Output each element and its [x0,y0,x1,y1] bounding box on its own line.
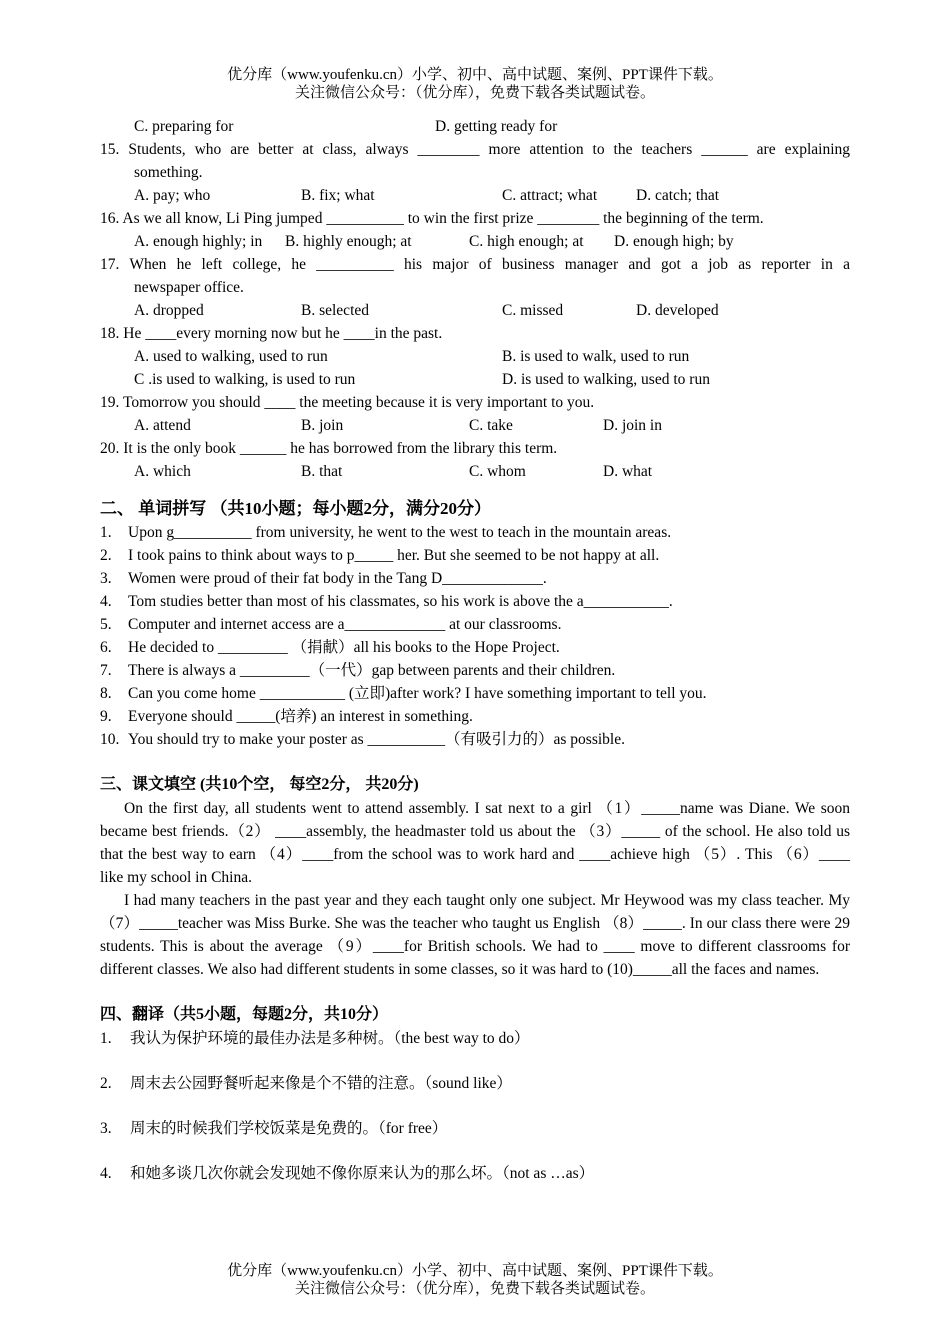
section-2-title: 二、 单词拼写 （共10小题；每小题2分，满分20分） [100,499,491,518]
option-a: A. dropped [134,302,204,319]
option-c: C. attract; what [502,187,598,204]
list-item: 4. 和她多谈几次你就会发现她不像你原来认为的那么坏。（not as …as） [100,1165,595,1182]
option-b: B. join [301,417,344,434]
list-item: 6. He decided to _________ （捐献）all his books to the Hope Project. [100,639,560,656]
header-line-2: 关注微信公众号：（优分库），免费下载各类试题试卷。 [294,85,655,101]
question-stem: 20. It is the only book ______ he has borrowed from the library this term. [100,440,558,457]
page-header [0,66,950,102]
page-footer [0,1262,950,1298]
question-options-row-1 [100,345,850,368]
q14-options-tail [100,115,850,138]
option-b: B. selected [301,302,370,319]
option-d: D. getting ready for [435,118,558,135]
option-a: A. used to walking, used to run [134,348,328,365]
footer-line-1: 优分库（www.youfenku.cn）小学、初中、高中试题、案例、PPT课件下载。 [227,1263,723,1279]
list-item: 3. 周末的时候我们学校饭菜是免费的。（for free） [100,1120,448,1137]
question-stem-continued: something. [134,164,203,181]
list-item: 8. Can you come home ___________ (立即)after work? I have something important to tell you. [100,685,707,702]
option-c: C. high enough; at [469,233,584,250]
question-stem: 16. As we all know, Li Ping jumped __________ to win the first prize ________ the beginning of the term. [100,210,764,227]
question-stem: 15. Students, who are better at class, always ________ more attention to the teachers ______ are explaining [100,141,850,158]
header-line-1: 优分库（www.youfenku.cn）小学、初中、高中试题、案例、PPT课件下载。 [227,67,723,83]
question-stem: 19. Tomorrow you should ____ the meeting because it is very important to you. [100,394,595,411]
list-item: 2. I took pains to think about ways to p_____ her. But she seemed to be not happy at all. [100,547,660,564]
option-c: C. missed [502,302,564,319]
document-body [100,115,850,1185]
question-options [100,460,850,483]
question-stem: 18. He ____every morning now but he ____in the past. [100,325,443,342]
option-d: D. join in [603,417,662,434]
option-b: B. highly enough; at [285,233,412,250]
question-options [100,414,850,437]
option-c: C. take [469,417,513,434]
option-b: B. fix; what [301,187,375,204]
list-item: 1. Upon g__________ from university, he went to the west to teach in the mountain areas. [100,524,672,541]
question-options [100,299,850,322]
footer-line-2: 关注微信公众号：（优分库），免费下载各类试题试卷。 [294,1281,655,1297]
option-a: A. pay; who [134,187,211,204]
option-b: B. that [301,463,343,480]
option-c: C. whom [469,463,526,480]
option-a: A. enough highly; in [134,233,263,250]
option-d: D. enough high; by [614,233,734,250]
list-item: 3. Women were proud of their fat body in the Tang D_____________. [100,570,547,587]
question-17 [100,253,850,322]
list-item: 4. Tom studies better than most of his classmates, so his work is above the a___________. [100,593,673,610]
question-20 [100,437,850,483]
option-b: B. is used to walk, used to run [502,348,690,365]
option-a: A. attend [134,417,191,434]
question-options-row-2 [100,368,850,391]
list-item: 10. You should try to make your poster as __________（有吸引力的）as possible. [100,731,625,748]
question-options [100,184,850,207]
option-d: D. what [603,463,653,480]
option-d: D. is used to walking, used to run [502,371,710,388]
list-item: 1. 我认为保护环境的最佳办法是多种树。（the best way to do） [100,1030,530,1047]
question-options [100,230,850,253]
option-c: C. preparing for [134,118,234,135]
list-item: 5. Computer and internet access are a_____________ at our classrooms. [100,616,562,633]
option-d: D. catch; that [636,187,720,204]
section-3-paragraph-2: I had many teachers in the past year and they each taught only one subject. Mr Heywood was my class teacher. My（7）_____teacher was Miss Burke. She was the teacher who taught us English （8）_____. In our class there were 29 students. This is about the average （9）____for British schools. We had to ____ move to different classrooms for different classes. We also had different students in some classes, so it was hard to (10)_____all the faces and names. [100,892,850,978]
question-19 [100,391,850,437]
section-4-list [100,1027,850,1185]
question-15 [100,138,850,207]
section-3-title: 三、课文填空 (共10个空， 每空2分， 共20分) [100,776,419,793]
list-item: 9. Everyone should _____(培养) an interest in something. [100,708,473,725]
option-c: C .is used to walking, is used to run [134,371,356,388]
question-18 [100,322,850,391]
question-stem: 17. When he left college, he __________ his major of business manager and got a job as reporter in a [100,256,850,273]
list-item: 7. There is always a _________（一代）gap between parents and their children. [100,662,616,679]
question-16 [100,207,850,253]
section-2-list [100,521,850,751]
section-4-title: 四、翻译（共5小题，每题2分，共10分） [100,1006,389,1023]
section-3-paragraph-1: On the first day, all students went to attend assembly. I sat next to a girl （1）_____name was Diane. We soon became best friends.（2） ____assembly, the headmaster told us about the （3）_____ of the school. He also told us that the best way to earn （4）____from the school was to work hard and ____achieve high （5）. This （6）____ like my school in China. [100,800,850,886]
option-a: A. which [134,463,191,480]
option-d: D. developed [636,302,719,319]
list-item: 2. 周末去公园野餐听起来像是个不错的注意。（sound like） [100,1075,512,1092]
question-stem-continued: newspaper office. [134,279,244,296]
